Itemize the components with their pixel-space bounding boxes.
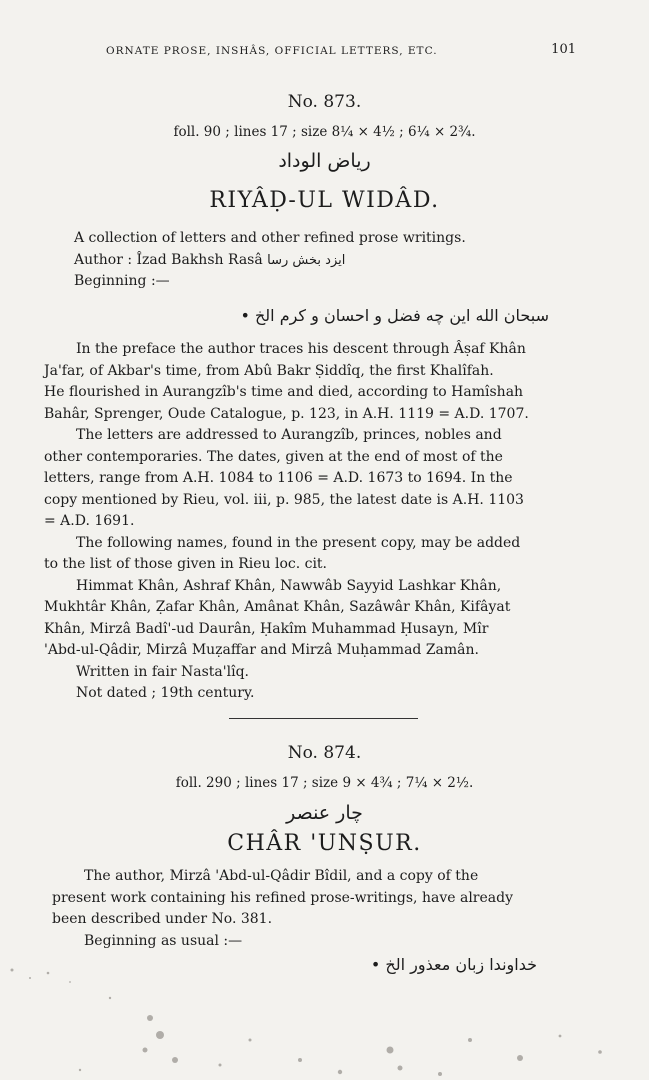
- entry-873-beginning-arabic: سبحان الله اين چه فضل و احسان و كرم الخ •: [240, 306, 549, 325]
- text-line: been described under No. 381.: [52, 911, 273, 927]
- text-line: letters, range from A.H. 1084 to 1106 = A.D. 1673 to 1694. In the: [44, 470, 513, 486]
- entry-873-collation: foll. 90 ; lines 17 ; size 8¼ × 4½ ; 6¼ × 2¾.: [173, 124, 476, 140]
- entry-873-date: Not dated ; 19th century.: [76, 685, 255, 701]
- entry-874-paragraph-author: [52, 866, 578, 931]
- text-line: present work containing his refined prose-writings, have already: [52, 889, 513, 906]
- entry-874-beginning-arabic: خداوندا زبان معذور الخ •: [370, 955, 537, 974]
- text-line: The following names, found in the present copy, may be added: [76, 534, 521, 551]
- text-line: other contemporaries. The dates, given at the end of most of the: [44, 448, 503, 465]
- section-divider: [229, 718, 418, 719]
- text-line: to the list of those given in Rieu loc. cit.: [44, 556, 328, 572]
- entry-873-description: A collection of letters and other refined prose writings.: [74, 230, 466, 246]
- entry-873-arabic-title: رياض الوداد: [278, 150, 371, 172]
- author-label: Author :: [74, 251, 133, 268]
- author-name: Îzad Bakhsh Rasâ: [136, 251, 263, 268]
- entry-873-paragraph-letters: [44, 425, 578, 533]
- text-line: = A.D. 1691.: [44, 513, 135, 529]
- text-line: In the preface the author traces his descent through Âṣaf Khân: [76, 341, 526, 357]
- entry-874-beginning-label: Beginning as usual :—: [84, 932, 243, 949]
- beginning-label: Beginning :—: [74, 273, 170, 289]
- entry-873-paragraph-names-intro: [44, 533, 578, 576]
- running-head-text: ORNATE PROSE, INSHÂS, OFFICIAL LETTERS, ETC.: [106, 45, 438, 57]
- entry-873-paragraph-names: [44, 576, 578, 662]
- text-line: Khân, Mirzâ Badî'-ud Daurân, Ḥakîm Muhammad Ḥusayn, Mîr: [44, 620, 489, 637]
- entry-873-script: Written in fair Nasta'lîq.: [76, 663, 249, 680]
- entry-873-header-lines: [74, 228, 574, 293]
- entry-873-body: [44, 339, 578, 705]
- running-head: [106, 42, 576, 57]
- entry-873-author-line: [74, 250, 574, 272]
- text-line: copy mentioned by Rieu, vol. iii, p. 985, the latest date is A.H. 1103: [44, 491, 524, 508]
- entry-874-collation: foll. 290 ; lines 17 ; size 9 × 4¾ ; 7¼ × 2½.: [175, 775, 474, 791]
- text-line: Ja'far, of Akbar's time, from Abû Bakr Ṣiddîq, the first Khalîfah.: [44, 362, 494, 379]
- entry-number-873: No. 873.: [287, 92, 362, 112]
- entry-873-paragraph-preface: [44, 339, 578, 425]
- text-line: Himmat Khân, Ashraf Khân, Nawwâb Sayyid Lashkar Khân,: [76, 577, 502, 594]
- paper-foxing-specks: [0, 940, 649, 1080]
- entry-874-arabic-title: چار عنصر: [286, 802, 363, 824]
- page-number: 101: [551, 42, 576, 57]
- text-line: The letters are addressed to Aurangzîb, princes, nobles and: [76, 427, 502, 443]
- text-line: Mukhtâr Khân, Ẓafar Khân, Amânat Khân, Sazâwâr Khân, Kifâyat: [44, 599, 511, 615]
- text-line: Bahâr, Sprenger, Oude Catalogue, p. 123, in A.H. 1119 = A.D. 1707.: [44, 405, 529, 422]
- entry-874-title: CHÂR 'UNṢUR.: [227, 831, 422, 856]
- text-line: The author, Mirzâ 'Abd-ul-Qâdir Bîdil, and a copy of the: [84, 868, 479, 884]
- entry-873-title: RIYÂḌ-UL WIDÂD.: [209, 188, 440, 213]
- entry-number-874: No. 874.: [287, 743, 362, 763]
- text-line: 'Abd-ul-Qâdir, Mirzâ Muẓaffar and Mirzâ Muḥammad Zamân.: [44, 642, 479, 658]
- author-name-arabic: ايزد بخش رسا: [267, 252, 346, 268]
- text-line: He flourished in Aurangzîb's time and died, according to Hamîshah: [44, 384, 524, 400]
